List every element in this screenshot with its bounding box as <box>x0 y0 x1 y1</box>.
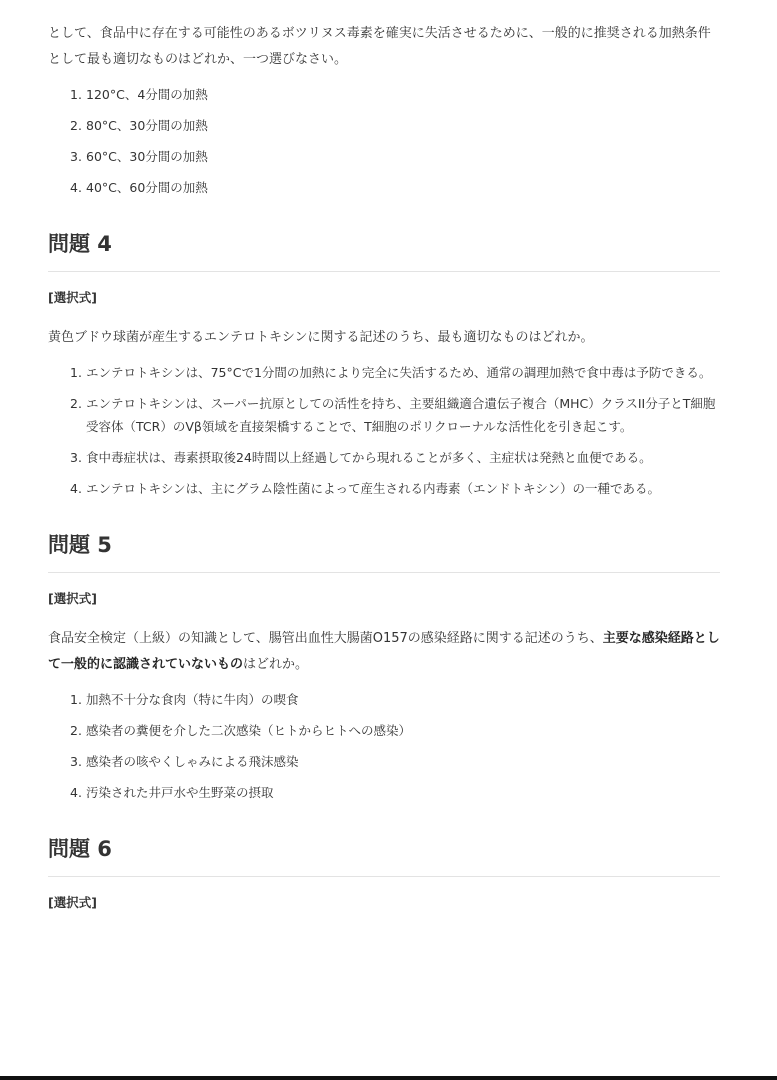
question-5-stem <box>48 626 720 678</box>
choice-text: 感染者の咳やくしゃみによる飛沫感染 <box>86 754 299 769</box>
choice-text: 加熱不十分な食肉（特に牛肉）の喫食 <box>86 692 299 707</box>
question-5-heading: 問題 5 <box>48 533 112 557</box>
choice-item <box>70 446 720 469</box>
choice-number: 4. <box>70 180 82 195</box>
choice-text: 80°C、30分間の加熱 <box>86 118 208 133</box>
choice-number: 4. <box>70 785 82 800</box>
choice-text: 40°C、60分間の加熱 <box>86 180 208 195</box>
choice-text: エンテロトキシンは、主にグラム陰性菌によって産生される内毒素（エンドトキシン）の一種である。 <box>86 481 661 496</box>
choice-item <box>70 781 720 804</box>
choice-text: 食中毒症状は、毒素摂取後24時間以上経過してから現れることが多く、主症状は発熱と血便である。 <box>86 450 652 465</box>
choice-item <box>70 83 720 106</box>
question-4-section <box>48 229 720 500</box>
choice-text: 感染者の糞便を介した二次感染（ヒトからヒトへの感染） <box>86 723 412 738</box>
question-4-heading: 問題 4 <box>48 232 112 256</box>
question-5-section <box>48 530 720 804</box>
question-type-tag: [選択式] <box>48 895 97 910</box>
choice-text: エンテロトキシンは、スーパー抗原としての活性を持ち、主要組織適合遺伝子複合（MHC）クラスII分子とT細胞受容体（TCR）のVβ領域を直接架橋することで、T細胞のポリクローナルな活性化を引き起こす。 <box>86 396 716 434</box>
question-6-section <box>48 834 720 913</box>
choice-item <box>70 477 720 500</box>
choice-item <box>70 688 720 711</box>
question-4-stem: 黄色ブドウ球菌が産生するエンテロトキシンに関する記述のうち、最も適切なものはどれか。 <box>48 330 594 345</box>
choice-number: 4. <box>70 481 82 496</box>
heading-divider <box>48 572 720 573</box>
choice-number: 1. <box>70 692 82 707</box>
question-4-choices <box>48 361 720 500</box>
choice-item <box>70 750 720 773</box>
choice-number: 2. <box>70 118 82 133</box>
stem-text: はどれか。 <box>243 657 309 672</box>
choice-number: 2. <box>70 723 82 738</box>
choice-item <box>70 361 720 384</box>
choice-text: 60°C、30分間の加熱 <box>86 149 208 164</box>
question-5-choices <box>48 688 720 804</box>
choice-text: 汚染された井戸水や生野菜の摂取 <box>86 785 274 800</box>
choice-item <box>70 176 720 199</box>
choice-text: 120°C、4分間の加熱 <box>86 87 208 102</box>
stem-text: 食品安全検定（上級）の知識として、腸管出血性大腸菌O157の感染経路に関する記述のうち、 <box>48 631 603 646</box>
stem-emphasis: 主要な感染経路として一般的に認識されていないもの <box>48 631 720 672</box>
choice-item <box>70 114 720 137</box>
choice-item <box>70 145 720 168</box>
choice-number: 2. <box>70 396 82 411</box>
question-type-tag: [選択式] <box>48 290 97 305</box>
document-page <box>48 0 720 913</box>
choice-number: 3. <box>70 754 82 769</box>
choice-number: 1. <box>70 87 82 102</box>
heading-divider <box>48 876 720 877</box>
question-6-heading: 問題 6 <box>48 837 112 861</box>
choice-item <box>70 392 720 438</box>
choice-text: エンテロトキシンは、75°Cで1分間の加熱により完全に失活するため、通常の調理加熱で食中毒は予防できる。 <box>86 365 712 380</box>
question-type-tag: [選択式] <box>48 591 97 606</box>
choice-number: 3. <box>70 149 82 164</box>
question-3-choices <box>48 83 720 199</box>
question-3-stem-continued: として、食品中に存在する可能性のあるボツリヌス毒素を確実に失活させるために、一般的に推奨される加熱条件として最も適切なものはどれか、一つ選びなさい。 <box>48 26 711 67</box>
bottom-edge-bar <box>0 1076 777 1080</box>
choice-number: 3. <box>70 450 82 465</box>
choice-item <box>70 719 720 742</box>
choice-number: 1. <box>70 365 82 380</box>
heading-divider <box>48 271 720 272</box>
